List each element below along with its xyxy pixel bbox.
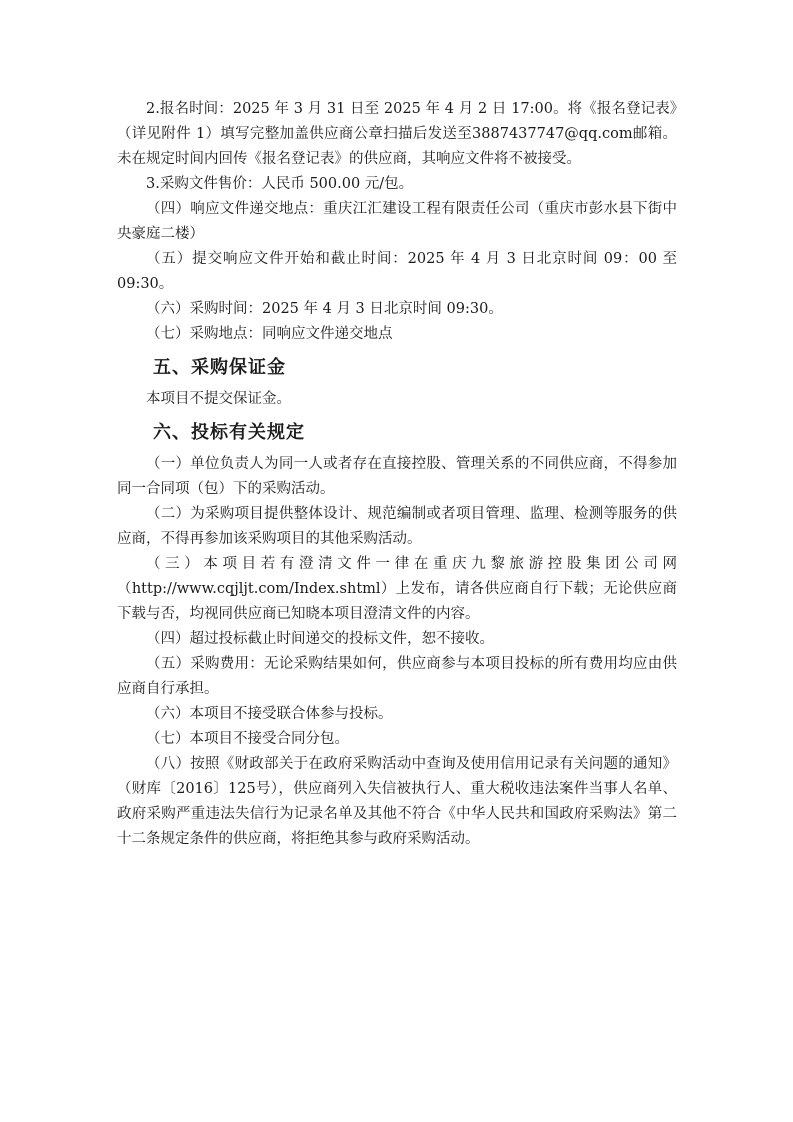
- paragraph-rule-6: （六）本项目不接受联合体参与投标。: [146, 706, 393, 722]
- paragraph-rule-1: （一）单位负责人为同一人或者存在直接控股、管理关系的不同供应商，不得参加同一合同项（包）下的采购活动。: [117, 456, 677, 497]
- paragraph-procurement-time: （六）采购时间：2025 年 4 月 3 日北京时间 09:30。: [146, 301, 503, 317]
- paragraph-procurement-location: （七）采购地点：同响应文件递交地点: [146, 326, 393, 342]
- paragraph-rule-4: （四）超过投标截止时间递交的投标文件，恕不接收。: [146, 631, 494, 647]
- paragraph-document-price: 3.采购文件售价：人民币 500.00 元/包。: [146, 176, 414, 192]
- section-heading-bidding-rules: 六、投标有关规定: [153, 422, 305, 443]
- paragraph-registration-time: 2.报名时间：2025 年 3 月 31 日至 2025 年 4 月 2 日 17:00。将《报名登记表》（详见附件 1）填写完整加盖供应商公章扫描后发送至3887437747@qq.com邮箱。未在规定时间内回传《报名登记表》的供应商，其响应文件将不被接受。: [117, 101, 677, 167]
- paragraph-submission-time: （五）提交响应文件开始和截止时间：2025 年 4 月 3 日北京时间 09：00 至09:30。: [117, 251, 677, 292]
- paragraph-rule-8: （八）按照《财政部关于在政府采购活动中查询及使用信用记录有关问题的通知》（财库〔2016〕125号），供应商列入失信被执行人、重大税收违法案件当事人名单、政府采购严重违法失信行为记录名单及其他不符合《中华人民共和国政府采购法》第二十二条规定条件的供应商，将拒绝其参与政府采购活动。: [117, 756, 677, 847]
- document-body: [117, 97, 677, 852]
- paragraph-rule-7: （七）本项目不接受合同分包。: [146, 731, 349, 747]
- section-heading-deposit: 五、采购保证金: [153, 357, 286, 378]
- paragraph-submission-location: （四）响应文件递交地点：重庆江汇建设工程有限责任公司（重庆市彭水县下街中央豪庭二楼）: [117, 201, 677, 242]
- paragraph-deposit: 本项目不提交保证金。: [146, 391, 291, 407]
- paragraph-rule-2: （二）为采购项目提供整体设计、规范编制或者项目管理、监理、检测等服务的供应商，不得再参加该采购项目的其他采购活动。: [117, 506, 677, 547]
- paragraph-rule-3: （三）本项目若有澄清文件一律在重庆九黎旅游控股集团公司网（http://www.cqjljt.com/Index.shtml）上发布，请各供应商自行下载；无论供应商下载与否，均视同供应商已知晓本项目澄清文件的内容。: [117, 556, 677, 622]
- paragraph-rule-5: （五）采购费用：无论采购结果如何，供应商参与本项目投标的所有费用均应由供应商自行承担。: [117, 656, 677, 697]
